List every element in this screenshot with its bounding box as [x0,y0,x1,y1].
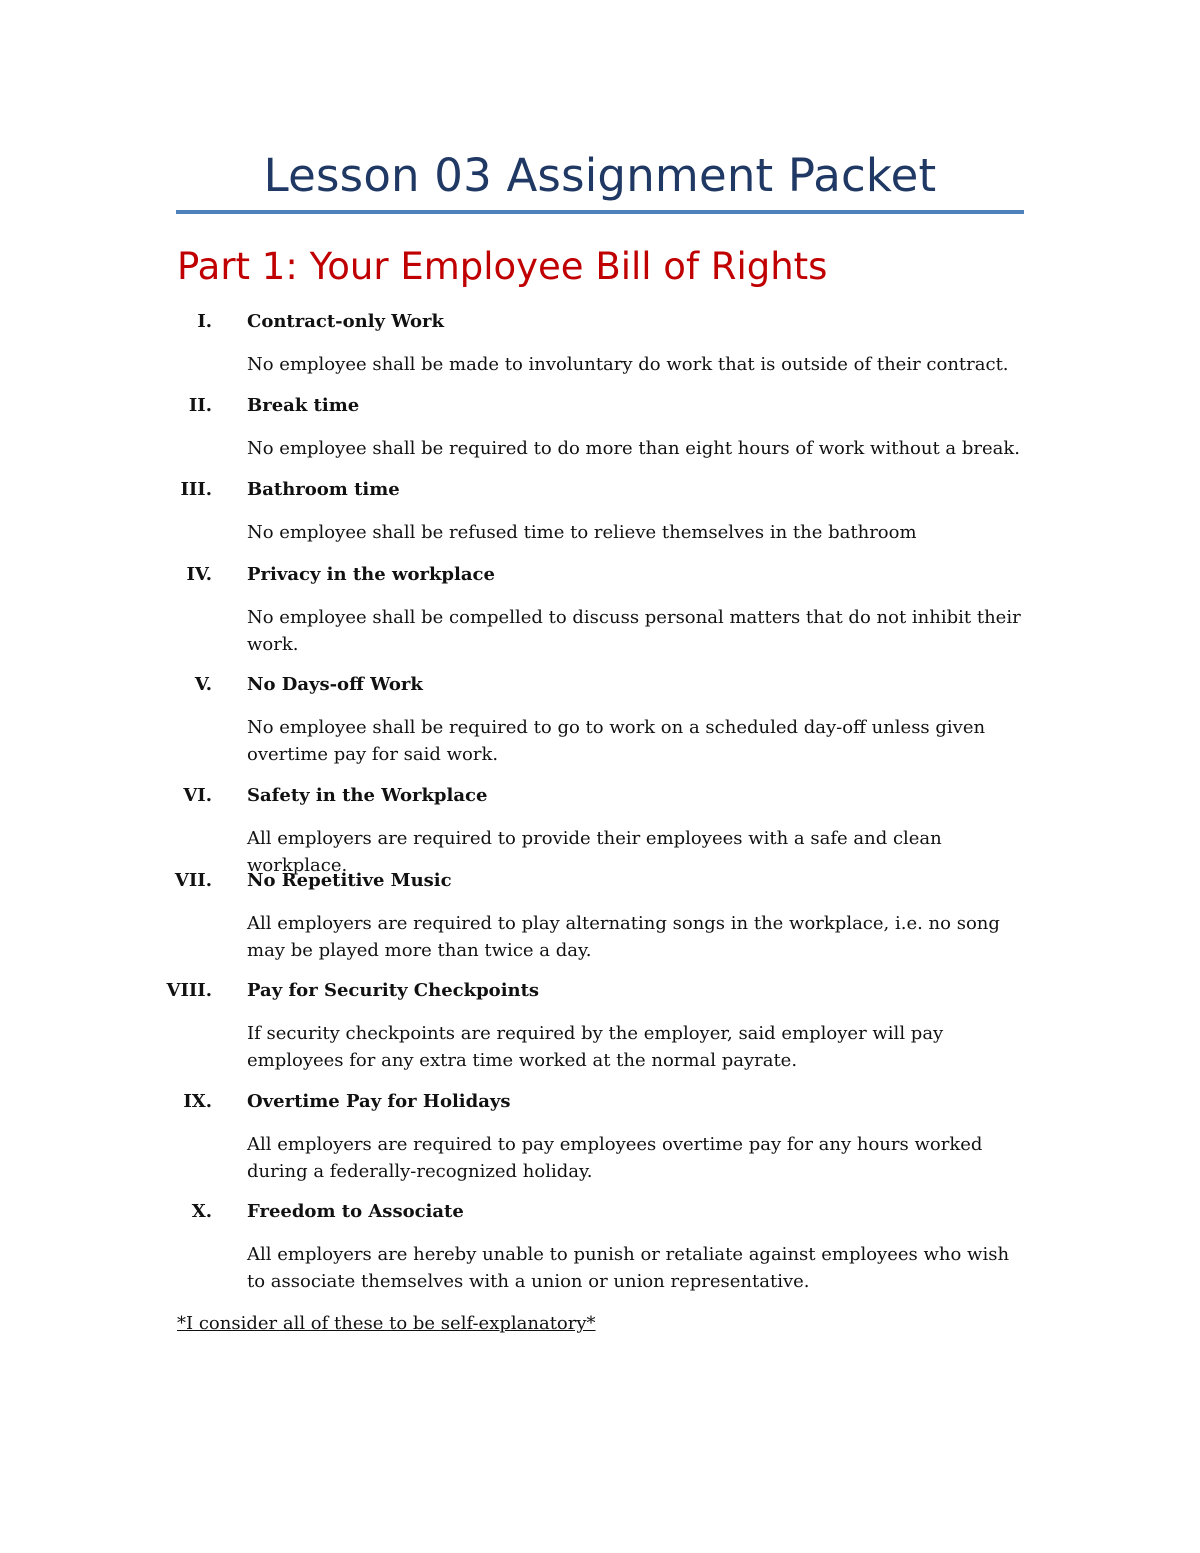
right-description: All employers are required to provide their employees with a safe and clean workplace. [247,828,942,876]
right-numeral: V. [194,674,212,695]
right-numeral: I. [197,311,212,332]
right-title: Break time [247,395,360,416]
right-numeral: VI. [183,785,212,806]
right-numeral: III. [180,479,212,500]
right-title: No Days-off Work [247,674,423,695]
title-underline-rule [176,210,1024,214]
page-title: Lesson 03 Assignment Packet [263,149,937,202]
right-title: Privacy in the workplace [247,564,495,585]
right-description: All employers are hereby unable to punish or retaliate against employees who wish to associate themselves with a union or union representative. [247,1244,1010,1292]
right-description: All employers are required to play alternating songs in the workplace, i.e. no song may be played more than twice a day. [247,913,1000,961]
right-description: No employee shall be required to go to work on a scheduled day-off unless given overtime pay for said work. [247,717,986,765]
footnote: *I consider all of these to be self-explanatory* [177,1313,596,1334]
right-title: Freedom to Associate [247,1201,464,1222]
right-title: Contract-only Work [247,311,444,332]
right-title: Bathroom time [247,479,400,500]
right-title: No Repetitive Music [247,870,452,891]
right-numeral: IV. [186,564,212,585]
right-description: No employee shall be refused time to relieve themselves in the bathroom [247,522,917,543]
right-title: Safety in the Workplace [247,785,488,806]
right-numeral: VIII. [166,980,212,1001]
right-numeral: VII. [174,870,212,891]
right-description: No employee shall be required to do more than eight hours of work without a break. [247,438,1021,459]
right-description: If security checkpoints are required by the employer, said employer will pay employees for any extra time worked at the normal payrate. [247,1023,944,1071]
right-description: No employee shall be compelled to discuss personal matters that do not inhibit their work. [247,607,1021,655]
right-numeral: X. [191,1201,212,1222]
right-numeral: II. [188,395,212,416]
right-description: All employers are required to pay employees overtime pay for any hours worked during a federally-recognized holiday. [247,1134,983,1182]
part-heading: Part 1: Your Employee Bill of Rights [177,245,828,288]
right-numeral: IX. [183,1091,212,1112]
right-title: Overtime Pay for Holidays [247,1091,511,1112]
right-description: No employee shall be made to involuntary do work that is outside of their contract. [247,354,1009,375]
right-title: Pay for Security Checkpoints [247,980,540,1001]
